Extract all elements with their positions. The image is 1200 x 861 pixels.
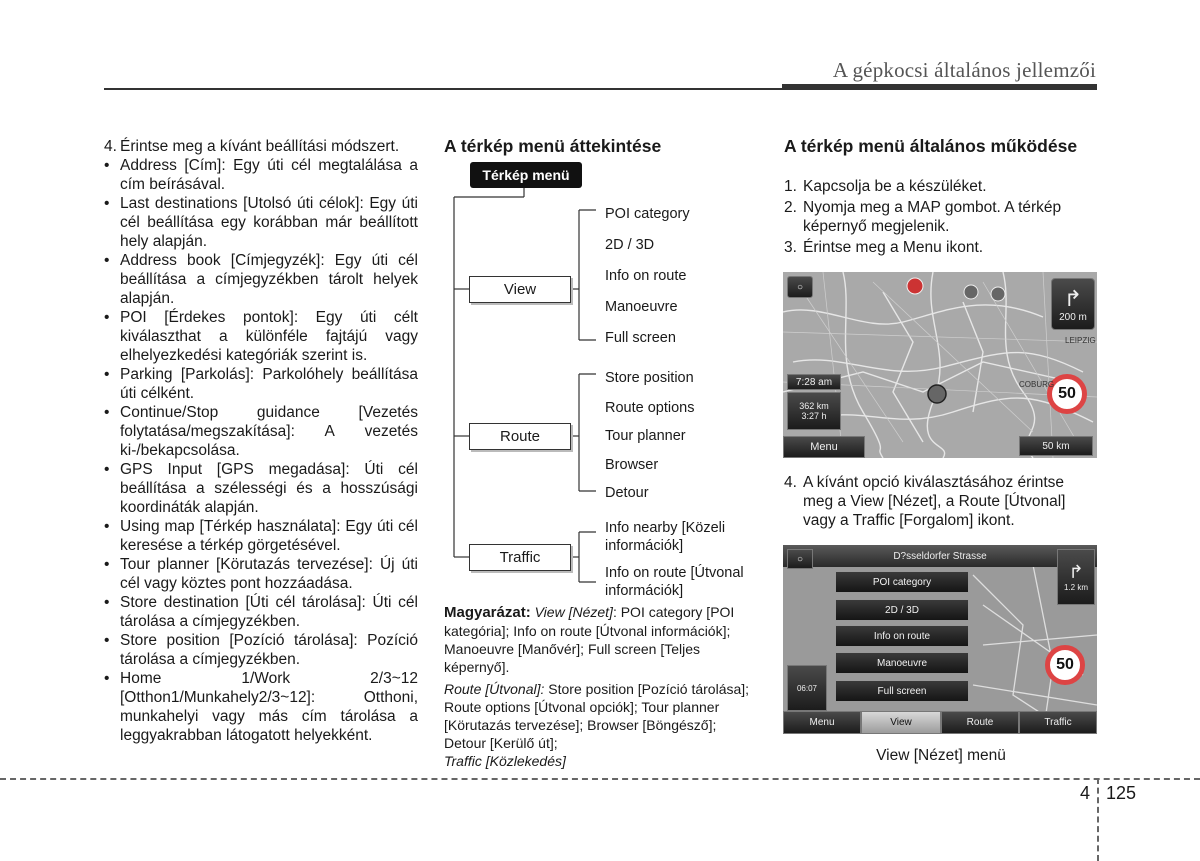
list-item xyxy=(104,137,418,156)
full-screen-option[interactable]: Full screen xyxy=(835,680,969,702)
list-item xyxy=(104,194,418,251)
route-node: Route xyxy=(469,423,571,450)
bullet: • xyxy=(104,404,110,421)
city-label: COBURG xyxy=(1019,380,1055,389)
speed-limit-sign: 50 xyxy=(1045,645,1085,685)
view-node: View xyxy=(469,276,571,303)
step-item xyxy=(784,198,1098,236)
footer-divider xyxy=(0,778,1200,780)
view-item-info-on-route: Info on route xyxy=(605,268,687,284)
bullet: • xyxy=(104,309,110,326)
remaining-distance: 362 km xyxy=(799,401,829,411)
chapter-number: 4 xyxy=(1080,783,1091,803)
turn-right-icon: ↱ xyxy=(1068,562,1084,582)
list-item-text: Last destinations [Utolsó úti célok]: Egy úti cél beállítása egy korábban már beállított hely alapján. xyxy=(120,195,418,250)
settings-methods-list xyxy=(104,137,418,745)
bullet: • xyxy=(104,632,110,649)
bullet: • xyxy=(104,594,110,611)
list-item xyxy=(104,251,418,308)
overview-heading: A térkép menü áttekintése xyxy=(444,136,662,156)
tab-menu[interactable]: Menu xyxy=(783,711,861,734)
compass-button[interactable]: ○ xyxy=(787,276,813,298)
turn-right-icon: ↱ xyxy=(1063,285,1083,311)
legend-route-text: Store position [Pozíció tárolása]; Route options [Útvonal opciók]; Tour planner [Körutazás tervezése]; Browser [Böngésző]; Detour [Kerülő út]; xyxy=(444,681,750,751)
list-item xyxy=(104,555,418,593)
city-label: LEIPZIG xyxy=(1065,336,1096,345)
menu-button[interactable]: Menu xyxy=(783,436,865,458)
manoeuvre-option[interactable]: Manoeuvre xyxy=(835,652,969,674)
view-item-manoeuvre: Manoeuvre xyxy=(605,299,678,315)
view-menu-screenshot xyxy=(783,545,1097,734)
step-number: 4. xyxy=(104,138,117,155)
list-item-text: Using map [Térkép használata]: Egy úti cél keresése a térkép görgetésével. xyxy=(120,518,418,554)
legend-traffic-term: Traffic [Közlekedés] xyxy=(444,753,566,769)
list-item xyxy=(104,403,418,460)
traffic-item-info-on-route: Info on route [Útvonal információk] xyxy=(605,565,744,599)
list-item-text: Address book [Címjegyzék]: Egy úti cél beállítása a címjegyzékben tárolt helyek alapján. xyxy=(120,252,418,307)
list-item xyxy=(104,308,418,365)
legend-route xyxy=(444,680,762,770)
header-rule-accent xyxy=(782,84,1097,90)
bullet: • xyxy=(104,670,110,687)
list-item-text: Continue/Stop guidance [Vezetés folytatása/megszakítása]: A vezetés ki-/bekapcsolása. xyxy=(120,404,418,459)
tab-route[interactable]: Route xyxy=(941,711,1019,734)
list-item-text: Parking [Parkolás]: Parkolóhely beállítása úti célként. xyxy=(120,366,418,402)
step-number: 1. xyxy=(784,178,797,195)
list-item xyxy=(104,365,418,403)
list-item xyxy=(104,517,418,555)
bullet: • xyxy=(104,157,110,174)
bullet: • xyxy=(104,195,110,212)
map-menu-badge: Térkép menü xyxy=(470,162,582,188)
turn-arrow-panel xyxy=(1057,549,1095,605)
turn-arrow-panel xyxy=(1051,278,1095,330)
step-text: Érintse meg a Menu ikont. xyxy=(803,239,984,256)
list-item xyxy=(104,460,418,517)
general-step-4 xyxy=(784,473,1098,532)
list-item-text: Store position [Pozíció tárolása]: Pozíció tárolása a címjegyzékben. xyxy=(120,632,418,668)
legend-view xyxy=(444,603,762,676)
bullet: • xyxy=(104,252,110,269)
step-text: A kívánt opció kiválasztásához érintse meg a View [Nézet], a Route [Útvonal] vagy a Traffic [Forgalom] ikont. xyxy=(803,474,1066,529)
map-screen-screenshot xyxy=(783,272,1097,458)
list-item-text: GPS Input [GPS megadása]: Úti cél beállítása a szélességi és a hosszúsági koordináták alapján. xyxy=(120,461,418,516)
route-item-tour-planner: Tour planner xyxy=(605,428,686,444)
remaining-time: 3:27 h xyxy=(801,411,827,421)
route-item-route-options: Route options xyxy=(605,400,695,416)
bullet: • xyxy=(104,366,110,383)
chapter-title: A gépkocsi általános jellemzői xyxy=(832,58,1096,82)
traffic-node: Traffic xyxy=(469,544,571,571)
step-number: 2. xyxy=(784,199,797,216)
header-rule xyxy=(104,88,782,90)
turn-distance: 1.2 km xyxy=(1063,583,1088,592)
view-item-2d-3d: 2D / 3D xyxy=(605,237,655,253)
list-item xyxy=(104,156,418,194)
general-heading: A térkép menü általános működése xyxy=(784,136,1078,156)
tab-traffic[interactable]: Traffic xyxy=(1019,711,1097,734)
step-item xyxy=(784,238,1098,257)
legend-route-term: Route [Útvonal]: xyxy=(444,681,545,697)
step-item xyxy=(784,473,1098,530)
view-item-full-screen: Full screen xyxy=(605,330,676,346)
step-item xyxy=(784,177,1098,196)
tab-view[interactable]: View xyxy=(861,711,941,734)
list-item-text: Érintse meg a kívánt beállítási módszert. xyxy=(120,138,400,155)
list-item xyxy=(104,631,418,669)
step-number: 4. xyxy=(784,474,797,491)
map-scale: 50 km xyxy=(1019,436,1093,456)
speed-limit-sign: 50 xyxy=(1047,374,1087,414)
step-text: Nyomja meg a MAP gombot. A térkép képernyő megjelenik. xyxy=(803,199,1062,235)
view-item-poi-category: POI category xyxy=(605,206,690,222)
map-roads xyxy=(783,272,1097,458)
trip-info-panel xyxy=(787,392,841,430)
route-item-detour: Detour xyxy=(605,485,649,501)
list-item-text: Home 1/Work 2/3~12 [Otthon1/Munkahely2/3~12]: Otthoni, munkahelyi vagy más cím tárolása a leggyakrabban látogatott helyekként. xyxy=(120,670,418,744)
street-bar: D?sseldorfer Strasse xyxy=(783,545,1097,567)
compass-button[interactable]: ○ xyxy=(787,549,813,569)
legend-title: Magyarázat: xyxy=(444,604,531,621)
clock-readout: 7:28 am xyxy=(787,374,841,390)
info-on-route-option[interactable]: Info on route xyxy=(835,625,969,647)
bullet: • xyxy=(104,461,110,478)
list-item-text: POI [Érdekes pontok]: Egy úti célt kiválaszthat a különféle fajtájú vagy elhelyezkedési kategóriák szerint is. xyxy=(120,309,418,364)
legend-view-text: : POI category [POI kategória]; Info on route [Útvonal információk]; Manoeuvre [Manővér]; Full screen [Teljes képernyő]. xyxy=(444,604,735,675)
trip-info-panel: 06:07 xyxy=(787,665,827,711)
list-item xyxy=(104,669,418,745)
2d-3d-option[interactable]: 2D / 3D xyxy=(835,599,969,621)
legend xyxy=(444,603,762,774)
step-text: Kapcsolja be a készüléket. xyxy=(803,178,987,195)
figure-caption: View [Nézet] menü xyxy=(876,747,1006,764)
turn-distance: 200 m xyxy=(1059,311,1087,323)
poi-category-option[interactable]: POI category xyxy=(835,571,969,593)
list-item-text: Store destination [Úti cél tárolása]: Úti cél tárolása a címjegyzékben. xyxy=(120,594,418,630)
legend-view-term: View [Nézet] xyxy=(534,604,613,620)
route-item-store-position: Store position xyxy=(605,370,694,386)
general-steps xyxy=(784,177,1098,259)
bullet: • xyxy=(104,556,110,573)
bullet: • xyxy=(104,518,110,535)
list-item xyxy=(104,593,418,631)
list-item-text: Address [Cím]: Egy úti cél megtalálása a cím beírásával. xyxy=(120,157,418,193)
page-number: 125 xyxy=(1106,783,1137,803)
traffic-item-info-nearby: Info nearby [Közeli információk] xyxy=(605,520,726,554)
footer-vertical-divider xyxy=(1097,778,1099,861)
list-item-text: Tour planner [Körutazás tervezése]: Új úti cél vagy köztes pont hozzáadása. xyxy=(120,556,418,592)
route-item-browser: Browser xyxy=(605,457,659,473)
step-number: 3. xyxy=(784,239,797,256)
